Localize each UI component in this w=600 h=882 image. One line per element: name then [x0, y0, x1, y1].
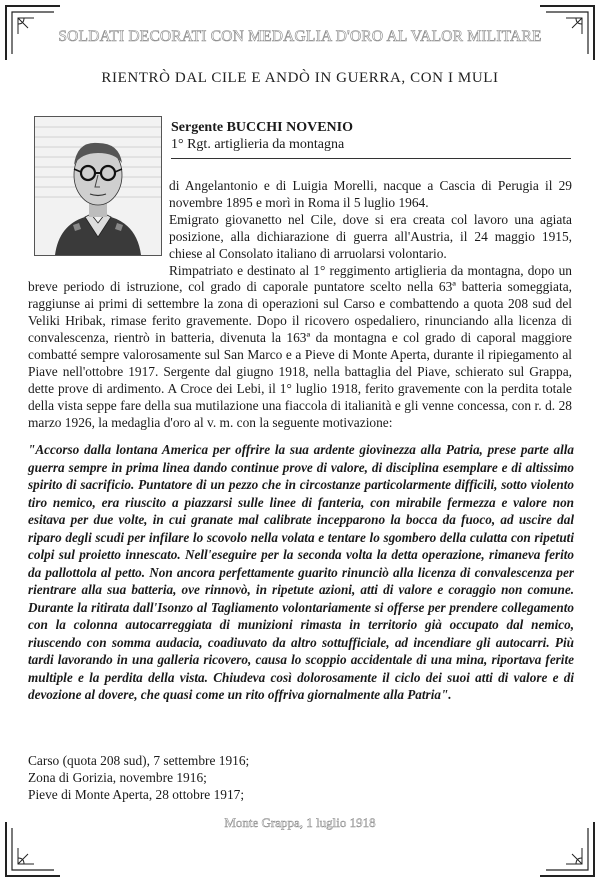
place-line: Pieve di Monte Aperta, 28 ottobre 1917;: [28, 787, 245, 803]
medal-motivation: "Accorso dalla lontana America per offrire la sua ardente giovinezza alla Patria, prese parte alla guerra sempre in prima linea dando continue prove di valore, di disciplina esemplare e di altissimo spirito di sacrificio. Puntatore di un pezzo che in circostanze particolarmente difficili, sotto violento tiro nemico, era riuscito a piazzarsi sulle linee di fanteria, con mirabile fermezza e valore non esitava per due volte, in cui granate mal calibrate incepparono la bocca da fuoco, ad uscire dal riparo degli scudi per infilare lo scovolo nella volata e tentare lo sgombero della culatta con ripetuti colpi sul proietto innescato. Nell'eseguire per la seconda volta la detta operazione, rimaneva ferito da pallottola al petto. Non ancora perfettamente guarito rinunciò alla licenza di convalescenza per rientrare alla sua batteria, ove rinnovò, in ripetute azioni, atti di valore e coraggio non comune. Durante la ritirata dall'Isonzo al Tagliamento volontariamente si offerse per prendere collegamento con la colonna autocarreggiata di munizioni rimasta in territorio già occupato dal nemico, riuscendo con somma audacia, coadiuvato da altro sottufficiale, ad incendiare gli autocarri. Più tardi lavorando in una galleria ricovero, causa lo scoppio accidentale di una mina, riportava ferite multiple e la perdita della vista. Chiudeva così dolorosamente il ciclo dei suoi atti di valore e di devozione al dovere, che quasi come un rito offriva giornalmente alla Patria".: [28, 442, 574, 702]
bio-paragraph: Rimpatriato e destinato al 1° reggimento artiglieria da montagna, dopo un breve periodo di istruzione, col grado di caporale puntatore scelto nella 63ª batteria someggiata, raggiunse ai primi di settembre la zona di operazioni sul Carso e combattendo a quota 208 sud del Veliki Hribak, rimase ferito gravemente. Dopo il ricovero ospedaliero, rinunciando alla licenza di convalescenza, rientrò in batteria, divenuta la 163ª da montagna e col grado di caporal maggiore combatté sempre valorosamente sul San Marco e a Pieve di Monte Aperta, durante il ripiegamento al Piave nell'ottobre 1917. Sergente dal giugno 1918, nella battaglia del Piave, schierato sul Grappa, dette prove di ardimento. A Croce dei Lebi, il 1° luglio 1918, ferito gravemente con la perdita totale della vista seppe fare della sua mutilazione una fiaccola di italianità e gli venne concessa, con r. d. 28 marzo 1926, la medaglia d'oro al v. m. con la seguente motivazione:: [28, 262, 572, 430]
series-title: SOLDATI DECORATI CON MEDAGLIA D'ORO AL VALOR MILITARE: [58, 28, 542, 45]
final-place-date: Monte Grappa, 1 luglio 1918: [224, 815, 376, 830]
biography: [28, 178, 572, 432]
place-line: Carso (quota 208 sud), 7 settembre 1916;: [28, 753, 250, 768]
place-line: Zona di Gorizia, novembre 1916;: [28, 770, 207, 786]
soldier-name: Sergente BUCCHI NOVENIO: [171, 120, 353, 135]
document-title: RIENTRÒ DAL CILE E ANDÒ IN GUERRA, CON I MULI: [101, 70, 499, 86]
bio-paragraph: di Angelantonio e di Luigia Morelli, nacque a Cascia di Perugia il 29 novembre 1895 e morì in Roma il 5 luglio 1964.: [169, 178, 572, 210]
action-places: [28, 752, 428, 804]
heading-divider: [171, 158, 571, 159]
bio-paragraph: Emigrato giovanetto nel Cile, dove si era creata col lavoro una agiata posizione, alla dichiarazione di guerra all'Austria, il 24 maggio 1915, chiese al Consolato italiano di arruolarsi volontario.: [169, 211, 572, 261]
soldier-unit: 1° Rgt. artiglieria da montagna: [171, 137, 345, 152]
soldier-heading: [171, 120, 571, 153]
